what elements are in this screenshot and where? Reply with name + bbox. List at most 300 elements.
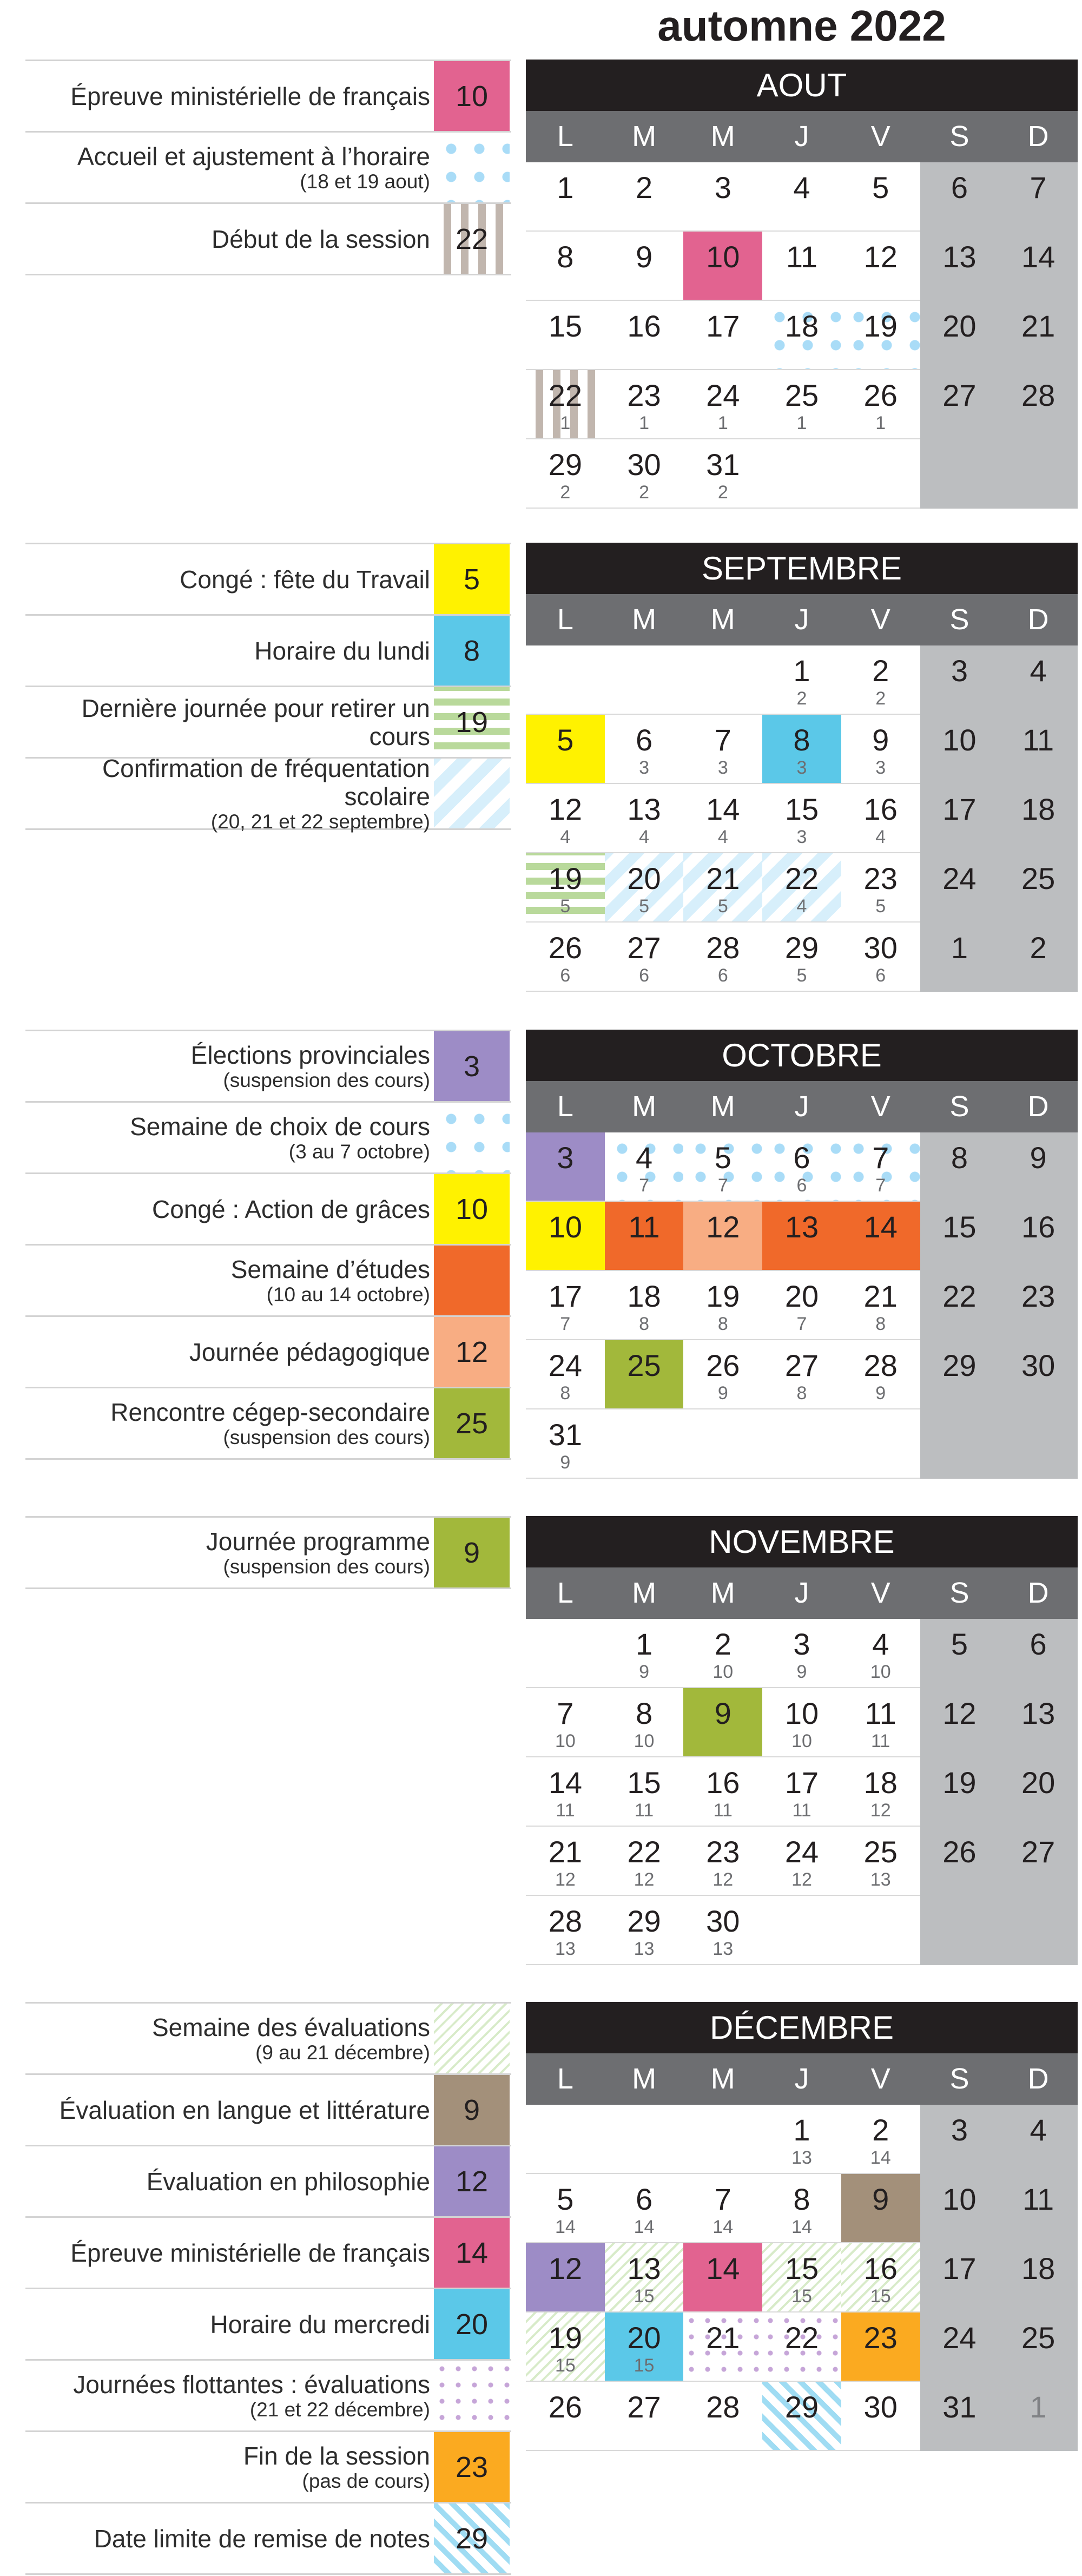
weekday-header: M [710, 1090, 735, 1123]
day-cell [841, 923, 920, 992]
day-number: 7 [557, 1696, 574, 1730]
weekday-header: J [794, 120, 809, 153]
legend-sublabel: (suspension des cours) [223, 1555, 430, 1578]
legend-swatch: 23 [434, 2432, 510, 2502]
day-number: 25 [627, 1348, 661, 1382]
weekend-cell [920, 2174, 999, 2243]
legend-swatch [434, 759, 510, 828]
day-number: 1 [635, 1627, 653, 1661]
legend-october [25, 1030, 511, 1460]
day-cell [526, 1132, 605, 1202]
weekend-cell [999, 1202, 1078, 1271]
day-cell [841, 645, 920, 715]
day-number: 5 [557, 723, 574, 757]
day-cell [762, 784, 841, 853]
day-number: 9 [714, 1696, 731, 1730]
legend-text [25, 1246, 430, 1315]
legend-text [25, 544, 430, 614]
day-number: 5 [951, 1627, 968, 1661]
day-number: 10 [942, 2182, 977, 2216]
course-day-number: 3 [796, 757, 807, 778]
day-cell [605, 784, 684, 853]
legend-text [25, 133, 430, 202]
legend-swatch: 10 [434, 61, 510, 131]
day-number: 20 [627, 861, 661, 895]
day-number: 9 [872, 2182, 889, 2216]
legend-label: Épreuve ministérielle de français [70, 2238, 430, 2267]
day-number: 9 [872, 723, 889, 757]
day-cell [762, 370, 841, 439]
weekday-header: M [710, 603, 735, 636]
day-number: 25 [863, 1835, 898, 1869]
day-number: 6 [951, 170, 968, 205]
day-cell [526, 232, 605, 301]
day-cell-empty [762, 439, 841, 509]
day-number: 5 [557, 2182, 574, 2216]
day-cell [526, 1409, 605, 1479]
day-cell [526, 301, 605, 370]
weekday-header-row [526, 1567, 1078, 1619]
day-number: 28 [863, 1348, 898, 1382]
day-number: 1 [793, 2113, 810, 2147]
day-cell [841, 2105, 920, 2174]
legend-label: Horaire du mercredi [210, 2310, 430, 2338]
weekend-cell [920, 1757, 999, 1827]
weekend-cell [999, 162, 1078, 232]
month-grid-august [526, 162, 1078, 509]
day-number: 18 [784, 309, 819, 343]
weekend-cell [920, 1202, 999, 1271]
day-cell [605, 439, 684, 509]
month-name-december: DÉCEMBRE [526, 2002, 1078, 2053]
calendar-title: automne 2022 [657, 2, 946, 50]
day-number: 24 [548, 1348, 582, 1382]
day-number: 21 [706, 861, 740, 895]
weekend-cell [920, 232, 999, 301]
weekend-cell [920, 370, 999, 439]
course-day-number: 4 [560, 827, 571, 847]
legend-text [25, 616, 430, 686]
day-number: 4 [1030, 2113, 1047, 2147]
course-day-number: 2 [875, 688, 886, 709]
day-cell [526, 1757, 605, 1827]
course-day-number: 4 [796, 896, 807, 917]
legend-label: Semaine d’études [230, 1255, 430, 1283]
month-name-august: AOUT [526, 60, 1078, 111]
course-day-number: 12 [870, 1800, 891, 1821]
day-cell [762, 645, 841, 715]
day-number: 30 [863, 931, 898, 965]
legend-row [25, 2289, 511, 2361]
course-day-number: 14 [712, 2217, 734, 2237]
weekday-header: M [710, 120, 735, 153]
day-cell [605, 1688, 684, 1757]
weekday-header: L [557, 1577, 573, 1609]
legend-text [25, 2218, 430, 2288]
course-day-number: 11 [713, 1800, 733, 1821]
day-cell [841, 370, 920, 439]
day-number: 30 [706, 1904, 740, 1938]
course-day-number: 8 [560, 1383, 571, 1404]
legend-swatch: 10 [434, 1174, 510, 1244]
day-cell [526, 2174, 605, 2243]
weekday-header: J [794, 1090, 809, 1123]
day-number: 2 [714, 1627, 731, 1661]
legend-swatch [434, 1246, 510, 1315]
day-cell [605, 853, 684, 923]
day-number: 19 [863, 309, 898, 343]
weekday-header: S [949, 603, 969, 636]
weekend-cell-empty [920, 1896, 999, 1965]
day-number: 29 [784, 2390, 819, 2424]
legend-swatch: 22 [434, 204, 510, 274]
month-august [526, 60, 1078, 509]
legend-text [25, 1518, 430, 1587]
weekend-cell [920, 923, 999, 992]
day-number: 3 [714, 170, 731, 205]
day-number: 11 [786, 240, 818, 274]
legend-row [25, 2146, 511, 2218]
weekend-cell-empty [920, 1409, 999, 1479]
day-cell [683, 2174, 762, 2243]
course-day-number: 13 [791, 2147, 812, 2168]
day-number: 18 [863, 1765, 898, 1800]
course-day-number: 4 [717, 827, 728, 847]
weekday-header-row [526, 2053, 1078, 2105]
legend-text [25, 2004, 430, 2073]
day-cell [841, 1271, 920, 1340]
day-number: 2 [635, 170, 653, 205]
legend-label: Date limite de remise de notes [94, 2524, 430, 2553]
day-number: 24 [706, 378, 740, 412]
day-number: 11 [628, 1210, 660, 1244]
day-cell [605, 1827, 684, 1896]
course-day-number: 11 [634, 1800, 654, 1821]
day-cell [605, 1619, 684, 1688]
month-grid-october [526, 1132, 1078, 1479]
day-number: 10 [942, 723, 977, 757]
course-day-number: 5 [560, 896, 571, 917]
course-day-number: 1 [796, 413, 807, 433]
weekend-cell [999, 923, 1078, 992]
day-number: 17 [706, 309, 740, 343]
day-cell [605, 1757, 684, 1827]
day-cell [841, 1340, 920, 1409]
day-number: 19 [942, 1765, 977, 1800]
day-cell [605, 2382, 684, 2451]
weekday-header: M [632, 2063, 657, 2095]
weekday-header: V [870, 1090, 890, 1123]
course-day-number: 11 [556, 1800, 575, 1821]
day-number: 11 [865, 1696, 896, 1730]
course-day-number: 3 [796, 827, 807, 847]
course-day-number: 13 [555, 1939, 576, 1959]
course-day-number: 5 [875, 896, 886, 917]
legend-row [25, 1317, 511, 1388]
weekend-cell [920, 301, 999, 370]
day-number: 9 [1030, 1141, 1047, 1175]
legend-sublabel: (3 au 7 octobre) [288, 1140, 430, 1163]
legend-row [25, 754, 511, 833]
course-day-number: 1 [875, 413, 886, 433]
day-cell [605, 1132, 684, 1202]
day-cell [841, 715, 920, 784]
day-number: 27 [784, 1348, 819, 1382]
day-number: 3 [557, 1141, 574, 1175]
day-cell [526, 1340, 605, 1409]
month-name-september: SEPTEMBRE [526, 543, 1078, 594]
month-grid-november [526, 1619, 1078, 1965]
day-cell [526, 162, 605, 232]
legend-sublabel: (10 au 14 octobre) [266, 1283, 430, 1306]
day-number: 18 [1021, 792, 1055, 826]
weekend-cell [999, 853, 1078, 923]
day-number: 28 [706, 2390, 740, 2424]
legend-text [25, 61, 430, 131]
day-number: 7 [1030, 170, 1047, 205]
weekday-header: D [1027, 2063, 1049, 2095]
day-cell [841, 162, 920, 232]
legend-swatch: 9 [434, 1518, 510, 1587]
day-cell [526, 2243, 605, 2313]
course-day-number: 7 [796, 1314, 807, 1334]
course-day-number: 4 [875, 827, 886, 847]
day-number: 5 [714, 1141, 731, 1175]
day-cell-empty [605, 1409, 684, 1479]
legend-sublabel: (suspension des cours) [223, 1069, 430, 1091]
course-day-number: 1 [560, 413, 571, 433]
course-day-number: 2 [796, 688, 807, 709]
day-number: 12 [706, 1210, 740, 1244]
weekend-cell [920, 1619, 999, 1688]
day-number: 14 [863, 1210, 898, 1244]
day-number: 29 [942, 1348, 977, 1382]
day-number: 16 [1021, 1210, 1055, 1244]
day-cell [762, 2105, 841, 2174]
day-cell [762, 1757, 841, 1827]
month-grid-september [526, 645, 1078, 992]
day-number: 31 [548, 1418, 582, 1452]
day-number: 8 [793, 2182, 810, 2216]
weekend-cell [999, 301, 1078, 370]
day-number: 5 [872, 170, 889, 205]
course-day-number: 12 [634, 1869, 655, 1890]
legend-december [25, 2002, 511, 2575]
day-number: 12 [548, 2251, 582, 2285]
day-cell-empty [683, 645, 762, 715]
day-number: 6 [635, 723, 653, 757]
weekday-header: D [1027, 1577, 1049, 1609]
day-cell [762, 853, 841, 923]
day-cell-empty [526, 1619, 605, 1688]
course-day-number: 9 [796, 1662, 807, 1682]
day-cell [762, 2382, 841, 2451]
course-day-number: 13 [712, 1939, 734, 1959]
day-cell [841, 2313, 920, 2382]
day-number: 28 [1021, 378, 1055, 412]
day-cell [683, 370, 762, 439]
legend-sublabel: (suspension des cours) [223, 1426, 430, 1448]
course-day-number: 12 [791, 1869, 812, 1890]
course-day-number: 11 [871, 1731, 890, 1751]
day-number: 17 [942, 2251, 977, 2285]
course-day-number: 9 [875, 1383, 886, 1404]
course-day-number: 15 [791, 2286, 812, 2307]
weekday-header: L [557, 1090, 573, 1123]
day-cell [683, 715, 762, 784]
legend-swatch: 14 [434, 2218, 510, 2288]
course-day-number: 7 [717, 1175, 728, 1196]
day-cell [683, 2382, 762, 2451]
course-day-number: 6 [796, 1175, 807, 1196]
weekday-header: S [949, 1577, 969, 1609]
weekend-cell [920, 784, 999, 853]
course-day-number: 4 [639, 827, 650, 847]
day-cell [526, 2382, 605, 2451]
day-number: 22 [548, 378, 582, 412]
weekend-cell-empty [999, 439, 1078, 509]
day-number: 16 [863, 2251, 898, 2285]
day-number: 7 [714, 2182, 731, 2216]
day-number: 21 [863, 1279, 898, 1313]
legend-row [25, 2503, 511, 2575]
legend-text [25, 687, 430, 757]
day-number: 7 [714, 723, 731, 757]
weekend-cell [999, 2313, 1078, 2382]
legend-row [25, 133, 511, 204]
legend-label: Congé : Action de grâces [152, 1195, 430, 1223]
day-number: 13 [784, 1210, 819, 1244]
legend-september [25, 543, 511, 833]
weekend-cell [920, 2313, 999, 2382]
course-day-number: 6 [560, 965, 571, 986]
legend-sublabel: (pas de cours) [302, 2469, 430, 2492]
day-cell [762, 1688, 841, 1757]
day-number: 24 [784, 1835, 819, 1869]
day-number: 12 [548, 792, 582, 826]
day-cell [605, 715, 684, 784]
legend-sublabel: (20, 21 et 22 septembre) [210, 810, 430, 833]
weekend-cell [999, 1132, 1078, 1202]
day-cell [683, 853, 762, 923]
legend-text [25, 2503, 430, 2573]
day-number: 25 [1021, 2321, 1055, 2355]
day-cell [683, 232, 762, 301]
weekday-header: M [710, 2063, 735, 2095]
day-number: 2 [872, 654, 889, 688]
legend-label: Évaluation en langue et littérature [59, 2096, 430, 2124]
course-day-number: 10 [555, 1731, 576, 1751]
legend-sublabel: (9 au 21 décembre) [255, 2041, 430, 2064]
course-day-number: 2 [717, 482, 728, 503]
course-day-number: 10 [634, 1731, 655, 1751]
course-day-number: 1 [639, 413, 650, 433]
day-cell-empty [526, 2105, 605, 2174]
day-number: 29 [784, 931, 819, 965]
day-cell [526, 1827, 605, 1896]
legend-row [25, 1516, 511, 1589]
day-number: 23 [627, 378, 661, 412]
day-cell [762, 1132, 841, 1202]
day-cell [683, 1827, 762, 1896]
day-number: 21 [1021, 309, 1055, 343]
day-cell [841, 1827, 920, 1896]
course-day-number: 12 [712, 1869, 734, 1890]
day-cell [683, 2243, 762, 2313]
day-number: 14 [706, 2251, 740, 2285]
day-cell [683, 162, 762, 232]
day-number: 4 [793, 170, 810, 205]
weekday-header: V [870, 120, 890, 153]
day-number: 13 [627, 792, 661, 826]
weekday-header: M [632, 120, 657, 153]
day-number: 14 [706, 792, 740, 826]
course-day-number: 8 [717, 1314, 728, 1334]
day-number: 21 [548, 1835, 582, 1869]
legend-row [25, 2218, 511, 2289]
weekday-header: S [949, 1090, 969, 1123]
day-number: 27 [627, 2390, 661, 2424]
day-cell-empty [683, 2105, 762, 2174]
legend-swatch: 12 [434, 1317, 510, 1387]
day-cell [683, 1202, 762, 1271]
weekend-cell [920, 2105, 999, 2174]
legend-row [25, 204, 511, 275]
legend-swatch [434, 2004, 510, 2073]
day-number: 18 [627, 1279, 661, 1313]
legend-swatch: 12 [434, 2146, 510, 2216]
day-cell [683, 1688, 762, 1757]
weekend-cell [999, 1827, 1078, 1896]
month-september [526, 543, 1078, 992]
weekday-header-row [526, 594, 1078, 645]
day-cell [605, 2313, 684, 2382]
weekday-header: V [870, 2063, 890, 2095]
legend-label: Début de la session [211, 225, 430, 253]
day-number: 11 [1022, 2182, 1054, 2216]
day-cell [841, 2382, 920, 2451]
day-cell [605, 1340, 684, 1409]
weekend-cell [920, 853, 999, 923]
weekday-header: M [710, 1577, 735, 1609]
course-day-number: 14 [870, 2147, 891, 2168]
day-cell [605, 162, 684, 232]
day-number: 1 [793, 654, 810, 688]
course-day-number: 15 [870, 2286, 891, 2307]
weekend-cell [999, 232, 1078, 301]
legend-text [25, 2432, 430, 2502]
day-number: 16 [627, 309, 661, 343]
day-cell [762, 1827, 841, 1896]
weekend-cell-empty [999, 1409, 1078, 1479]
day-cell [526, 370, 605, 439]
day-number: 19 [548, 2321, 582, 2355]
day-number: 6 [1030, 1627, 1047, 1661]
legend-sublabel: (18 et 19 aout) [300, 170, 430, 193]
day-number: 27 [627, 931, 661, 965]
day-number: 3 [951, 2113, 968, 2147]
day-cell [683, 1132, 762, 1202]
course-day-number: 14 [555, 2217, 576, 2237]
day-cell [762, 715, 841, 784]
course-day-number: 14 [634, 2217, 655, 2237]
day-cell [841, 1202, 920, 1271]
weekday-header: S [949, 120, 969, 153]
legend-swatch: 19 [434, 687, 510, 757]
day-cell [526, 715, 605, 784]
day-number: 26 [942, 1835, 977, 1869]
day-cell [762, 162, 841, 232]
